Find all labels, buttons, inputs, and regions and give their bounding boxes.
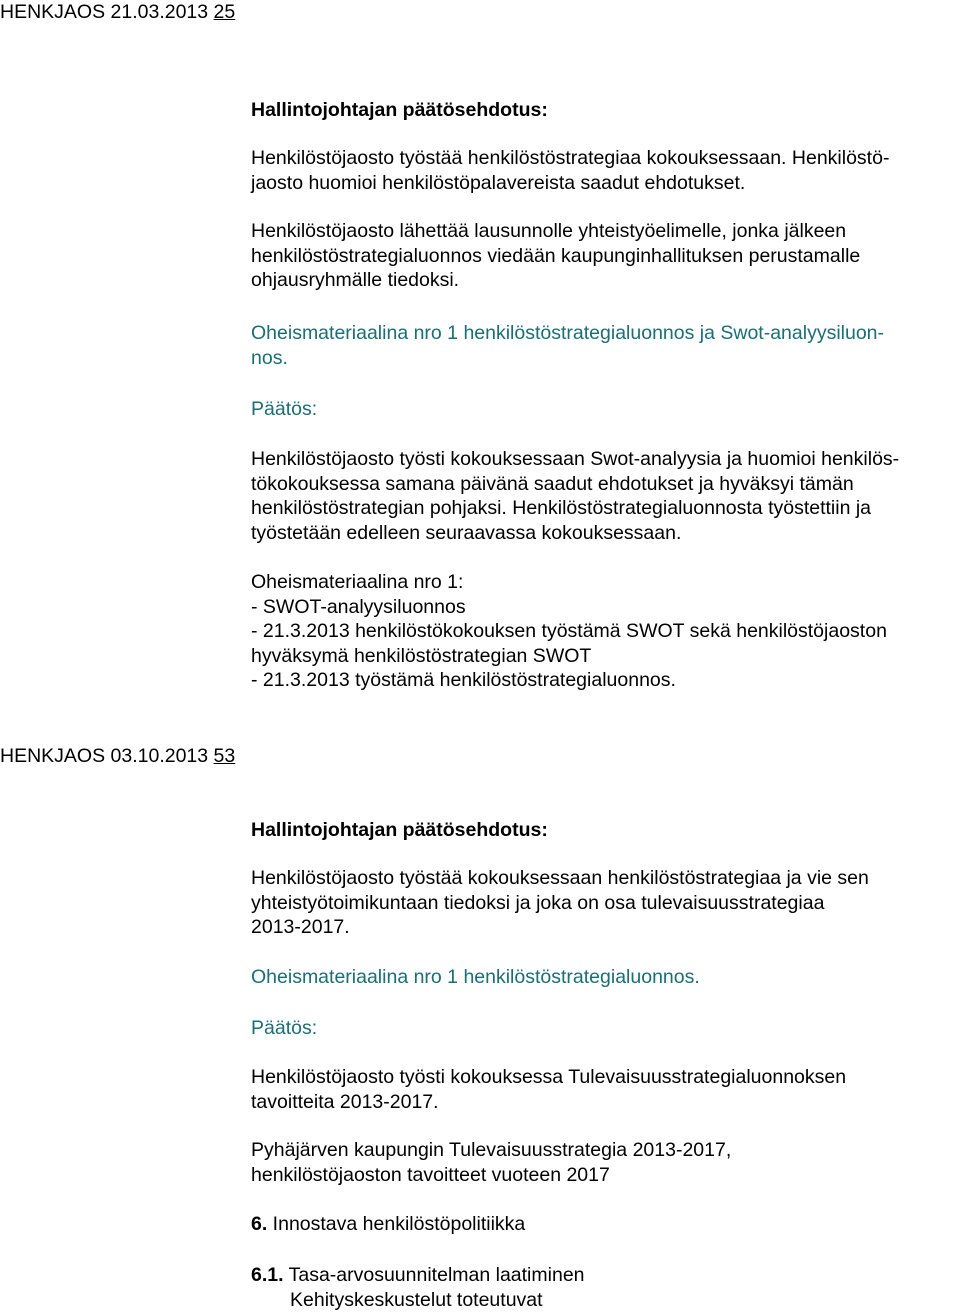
strategy-item-6 — [251, 1212, 960, 1237]
proposal-heading: Hallintojohtajan päätösehdotus: — [251, 99, 548, 121]
item-number: 6. — [251, 1213, 268, 1235]
item-text: Innostava henkilöstöpolitiikka — [267, 1213, 526, 1235]
proposal-paragraph: Henkilöstöjaosto työstää henkilöstöstrategiaa kokouksessaan. Henkilöstö- jaosto huomioi henkilöstöpalavereista saadut ehdotukset. — [251, 147, 890, 194]
section-header — [0, 744, 235, 769]
decision-attachments: Oheismateriaalina nro 1: - SWOT-analyysiluonnos - 21.3.2013 henkilöstökokouksen työstämä SWOT sekä henkilöstöjaoston hyväksymä henkilöstöstrategian SWOT - 21.3.2013 työstämä henkilöstöstrategialuonnos. — [251, 571, 887, 691]
attachment-note: Oheismateriaalina nro 1 henkilöstöstrategialuonnos ja Swot-analyysiluon- nos. — [251, 322, 885, 369]
item-text: Tasa-arvosuunnitelman laatiminen — [283, 1264, 585, 1286]
decision-paragraph: Henkilöstöjaosto työsti kokouksessaan Swot-analyysia ja huomioi henkilös- tökokouksessa samana päivänä saadut ehdotukset ja hyväksyi tämän henkilöstöstrategian pohjaksi. Henkilöstöstrategialuonnosta työstettiin ja työstetään edelleen seuraavassa kokouksessaan. — [251, 448, 900, 544]
decision-heading: Päätös: — [251, 398, 318, 420]
proposal-heading: Hallintojohtajan päätösehdotus: — [251, 819, 548, 841]
section-header-number: 25 — [213, 1, 236, 23]
section-header-number: 53 — [213, 745, 236, 767]
section-header — [0, 0, 235, 25]
proposal-paragraph: Henkilöstöjaosto työstää kokouksessaan henkilöstöstrategiaa ja vie sen yhteistyötoimikuntaan tiedoksi ja joka on osa tulevaisuusstrategiaa 2013-2017. — [251, 867, 869, 938]
section-header-label: HENKJAOS 03.10.2013 — [0, 745, 209, 767]
decision-heading: Päätös: — [251, 1017, 318, 1039]
item-number: 6.1. — [251, 1264, 284, 1286]
proposal-paragraph: Henkilöstöjaosto lähettää lausunnolle yhteistyöelimelle, jonka jälkeen henkilöstöstrategialuonnos viedään kaupunginhallituksen perustamalle ohjausryhmälle tiedoksi. — [251, 220, 861, 291]
strategy-paragraph: Pyhäjärven kaupungin Tulevaisuusstrategia 2013-2017, henkilöstöjaoston tavoitteet vuoteen 2017 — [251, 1139, 732, 1186]
attachment-note: Oheismateriaalina nro 1 henkilöstöstrategialuonnos. — [251, 966, 700, 988]
section-header-label: HENKJAOS 21.03.2013 — [0, 1, 209, 23]
item-subtext: Kehityskeskustelut toteutuvat — [290, 1288, 543, 1311]
strategy-item-6-1 — [251, 1263, 960, 1312]
decision-paragraph: Henkilöstöjaosto työsti kokouksessa Tulevaisuusstrategialuonnoksen tavoitteita 2013-2017. — [251, 1066, 847, 1113]
